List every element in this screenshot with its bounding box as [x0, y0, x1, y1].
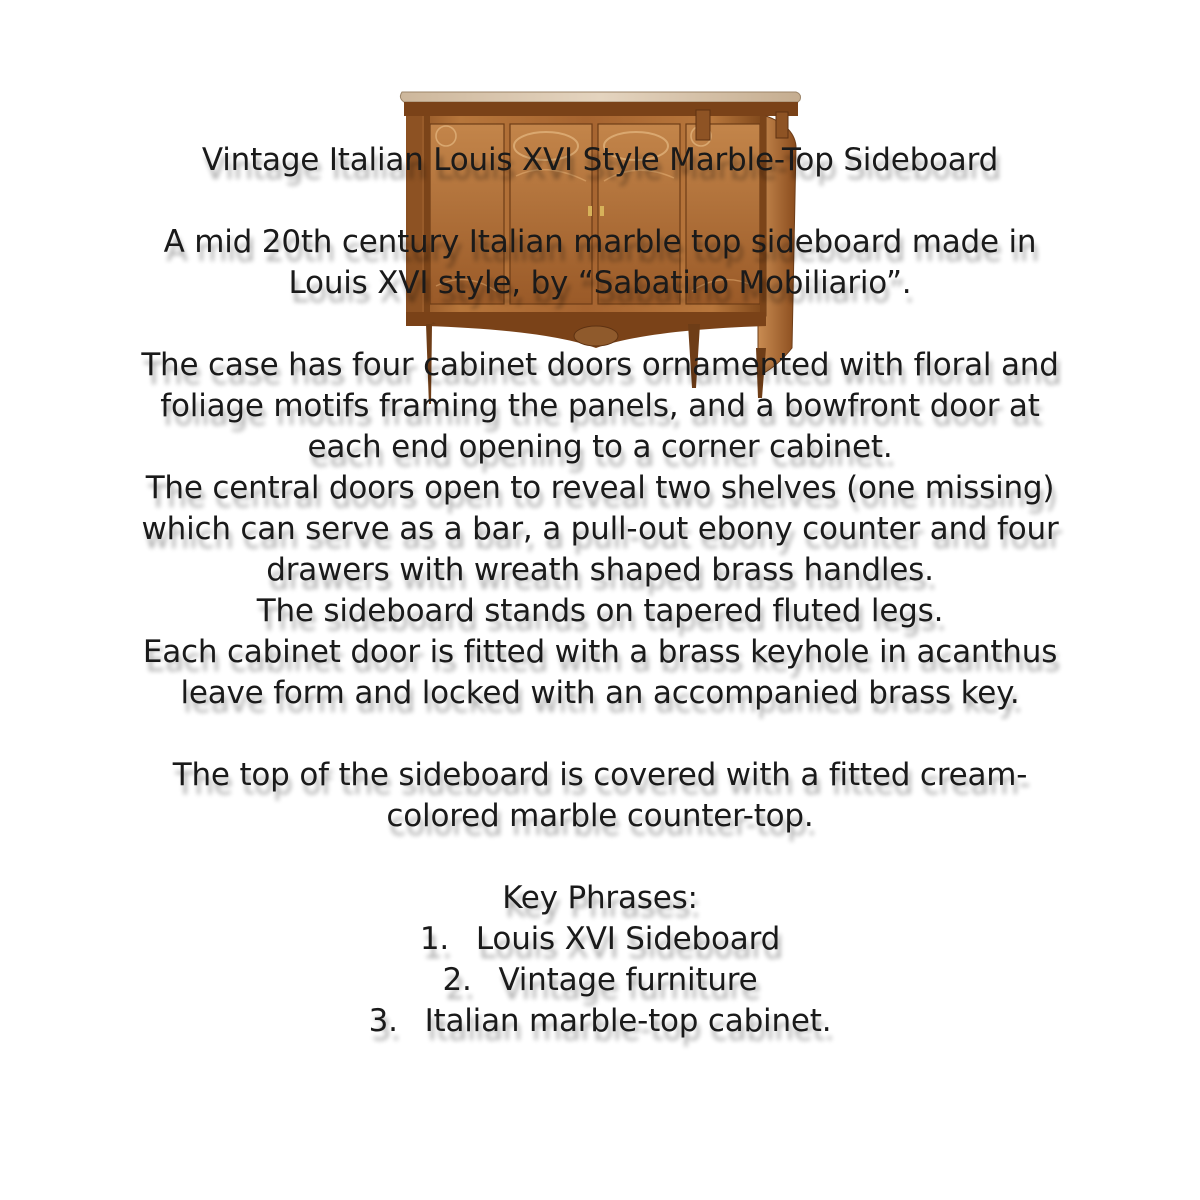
key-phrase-item: [100, 960, 1100, 1001]
description-line: which can serve as a bar, a pull-out ebony counter and four: [141, 511, 1059, 547]
key-phrase-text: Louis XVI Sideboard: [475, 921, 781, 957]
description-text: [100, 140, 1100, 1042]
intro-line: A mid 20th century Italian marble top sideboard made in: [163, 224, 1037, 260]
key-phrase-text: Vintage furniture: [498, 962, 758, 998]
description-line: drawers with wreath shaped brass handles.: [266, 552, 934, 588]
description-line: The case has four cabinet doors ornamented with floral and: [141, 347, 1059, 383]
description-line: each end opening to a corner cabinet.: [307, 429, 893, 465]
spacer: [100, 837, 1100, 878]
spacer: [100, 181, 1100, 222]
description-line: foliage motifs framing the panels, and a bowfront door at: [160, 388, 1040, 424]
top-note-line: The top of the sideboard is covered with a fitted cream-: [172, 757, 1028, 793]
description-line: The central doors open to reveal two shelves (one missing): [145, 470, 1055, 506]
key-phrases-heading: Key Phrases:: [502, 880, 698, 916]
key-phrase-number: 2.: [442, 962, 472, 998]
key-phrase-number: 3.: [368, 1003, 398, 1039]
key-phrase-item: [100, 1001, 1100, 1042]
page-title: Vintage Italian Louis XVI Style Marble-Top Sideboard: [201, 142, 999, 178]
key-phrase-text: Italian marble-top cabinet.: [424, 1003, 832, 1039]
key-phrase-item: [100, 919, 1100, 960]
spacer: [100, 714, 1100, 755]
key-phrase-number: 1.: [419, 921, 450, 957]
spacer: [100, 304, 1100, 345]
description-line: The sideboard stands on tapered fluted legs.: [256, 593, 944, 629]
intro-line: Louis XVI style, by “Sabatino Mobiliario”.: [288, 265, 912, 301]
description-line: Each cabinet door is fitted with a brass keyhole in acanthus: [142, 634, 1058, 670]
description-line: leave form and locked with an accompanied brass key.: [180, 675, 1020, 711]
top-note-line: colored marble counter-top.: [386, 798, 814, 834]
